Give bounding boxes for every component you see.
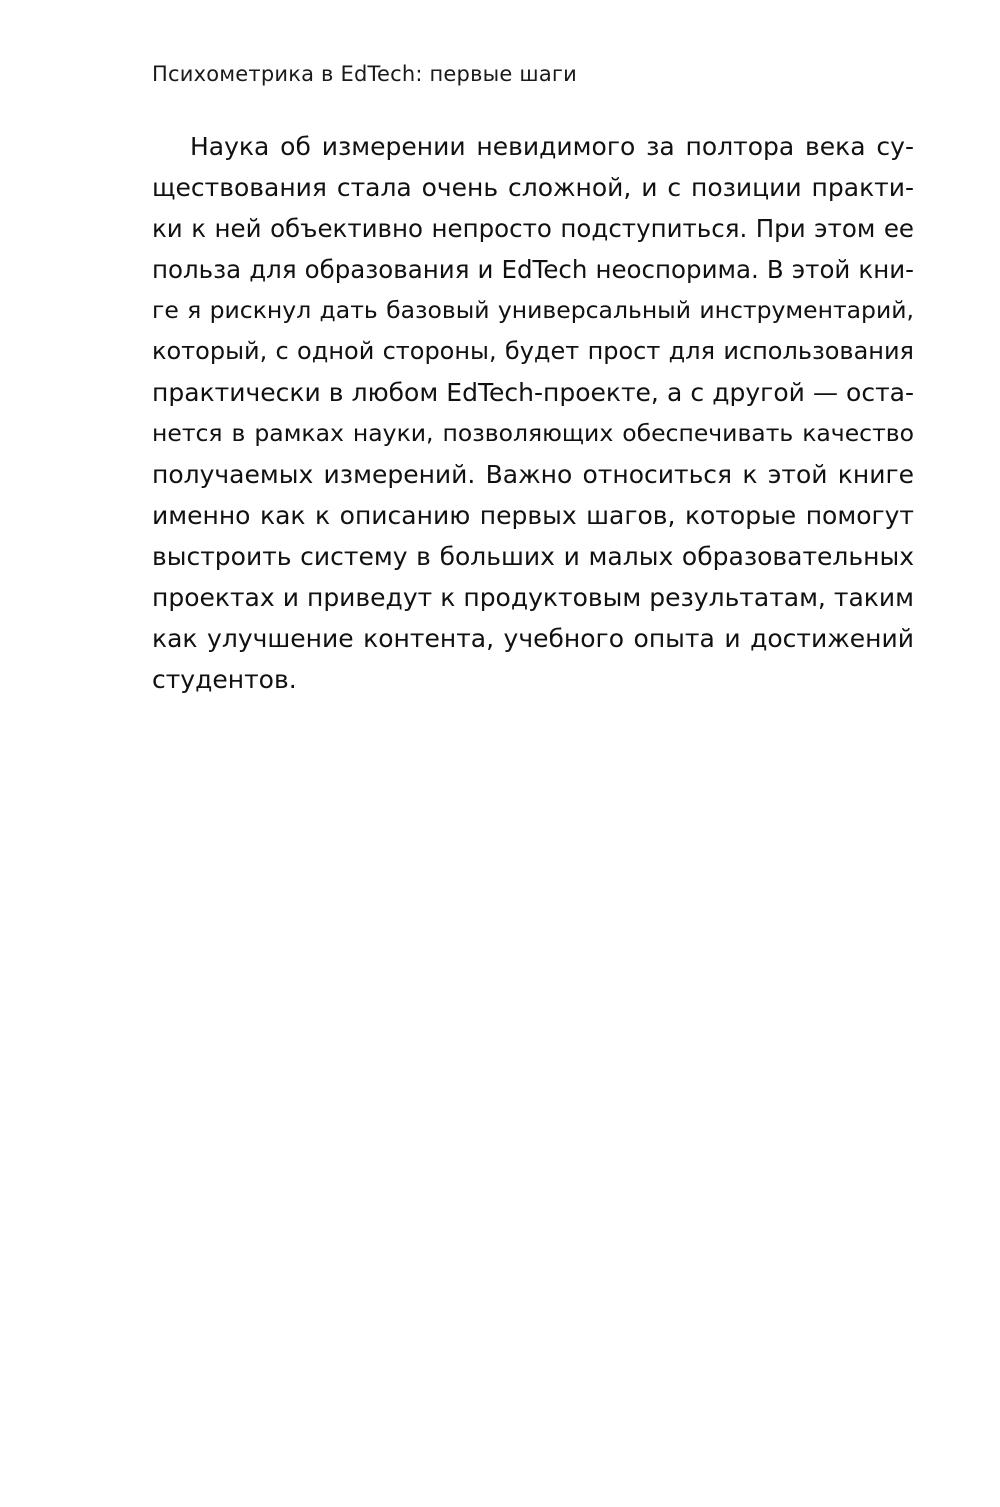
running-header: Психометрика в EdTech: первые шаги [152,62,577,86]
paragraph-line: получаемых измерений. Важно относиться к этой книге [152,460,914,489]
body-paragraph [152,126,914,700]
paragraph-line: выстроить систему в больших и малых образовательных [152,542,914,571]
paragraph-line: польза для образования и EdTech неоспорима. В этой кни- [152,255,914,284]
paragraph-line: практически в любом EdTech-проекте, а с другой — оста- [152,378,914,407]
paragraph-line: проектах и приведут к продуктовым результатам, таким [152,583,914,612]
paragraph-line: именно как к описанию первых шагов, которые помогут [152,501,914,530]
paragraph-line: студентов. [152,665,297,694]
paragraph-line: Наука об измерении невидимого за полтора века су- [190,132,914,161]
paragraph-line: как улучшение контента, учебного опыта и достижений [152,624,914,653]
paragraph-line: нется в рамках науки, позволяющих обеспечивать качество [152,419,914,447]
paragraph-line: ки к ней объективно непросто подступиться. При этом ее [152,214,914,243]
paragraph-line: который, с одной стороны, будет прост для использования [152,337,914,365]
paragraph-line: ге я рискнул дать базовый универсальный инструментарий, [152,296,914,324]
paragraph-line: ществования стала очень сложной, и с позиции практи- [152,173,914,202]
